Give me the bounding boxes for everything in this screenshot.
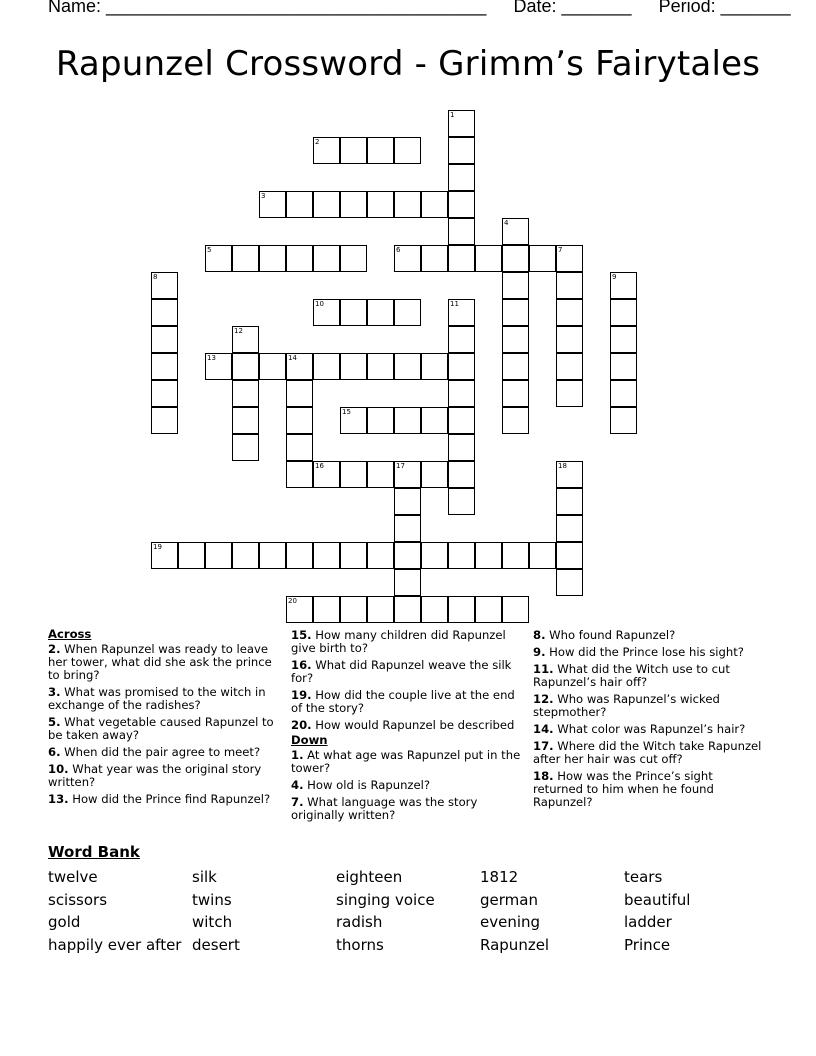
grid-cell[interactable]: [232, 542, 259, 569]
cell-number: 20: [288, 597, 297, 605]
down-heading: Down: [291, 733, 328, 747]
grid-cell[interactable]: [394, 488, 421, 515]
grid-cell[interactable]: [502, 380, 529, 407]
grid-cell[interactable]: [367, 137, 394, 164]
grid-cell[interactable]: [448, 461, 475, 488]
grid-cell[interactable]: [367, 407, 394, 434]
grid-cell[interactable]: [394, 542, 421, 569]
grid-cell[interactable]: [367, 596, 394, 623]
word-bank-item: scissors: [48, 890, 108, 909]
grid-cell[interactable]: [502, 326, 529, 353]
grid-cell[interactable]: [529, 245, 556, 272]
clue-down-7: 7. What language was the story originally written?: [291, 795, 478, 822]
grid-cell[interactable]: [394, 407, 421, 434]
clue-across-15: 15. How many children did Rapunzel give birth to?: [291, 628, 506, 655]
grid-cell[interactable]: [151, 272, 178, 299]
cell-number: 3: [261, 192, 266, 200]
grid-cell[interactable]: [556, 569, 583, 596]
grid-cell[interactable]: [421, 542, 448, 569]
grid-cell[interactable]: [367, 299, 394, 326]
grid-cell[interactable]: [340, 137, 367, 164]
cell-number: 2: [315, 138, 320, 146]
grid-cell[interactable]: [502, 218, 529, 245]
grid-cell[interactable]: [448, 191, 475, 218]
grid-cell[interactable]: [448, 218, 475, 245]
word-bank-item: beautiful: [624, 890, 691, 909]
grid-cell[interactable]: [610, 353, 637, 380]
grid-cell[interactable]: [556, 299, 583, 326]
grid-cell[interactable]: [556, 515, 583, 542]
grid-cell[interactable]: [556, 488, 583, 515]
clue-across-2: 2. When Rapunzel was ready to leave her tower, what did she ask the prince to bring?: [48, 642, 272, 682]
cell-number: 14: [288, 354, 297, 362]
grid-cell[interactable]: [286, 353, 313, 380]
grid-cell[interactable]: [151, 380, 178, 407]
clue-down-11: 11. What did the Witch use to cut Rapunzel’s hair off?: [533, 662, 730, 689]
grid-cell[interactable]: [448, 380, 475, 407]
clue-down-17: 17. Where did the Witch take Rapunzel after her hair was cut off?: [533, 739, 762, 766]
grid-cell[interactable]: [421, 596, 448, 623]
grid-cell[interactable]: [610, 407, 637, 434]
grid-cell[interactable]: [340, 191, 367, 218]
word-bank-item: gold: [48, 913, 81, 932]
grid-cell[interactable]: [448, 434, 475, 461]
word-bank-item: singing voice: [336, 890, 435, 909]
grid-cell[interactable]: [448, 299, 475, 326]
grid-cell[interactable]: [178, 542, 205, 569]
grid-cell[interactable]: [556, 353, 583, 380]
cell-number: 8: [153, 273, 158, 281]
grid-cell[interactable]: [340, 542, 367, 569]
grid-cell[interactable]: [286, 434, 313, 461]
grid-cell[interactable]: [340, 299, 367, 326]
grid-cell[interactable]: [340, 353, 367, 380]
grid-cell[interactable]: [259, 353, 286, 380]
grid-cell[interactable]: [340, 245, 367, 272]
grid-cell[interactable]: [448, 245, 475, 272]
grid-cell[interactable]: [286, 461, 313, 488]
grid-cell[interactable]: [232, 407, 259, 434]
grid-cell[interactable]: [475, 542, 502, 569]
grid-cell[interactable]: [205, 353, 232, 380]
clue-across-6: 6. When did the pair agree to meet?: [48, 745, 261, 759]
clue-down-1: 1. At what age was Rapunzel put in the tower?: [291, 748, 521, 775]
grid-cell[interactable]: [151, 299, 178, 326]
grid-cell[interactable]: [502, 245, 529, 272]
word-bank-item: silk: [192, 868, 217, 886]
grid-cell[interactable]: [259, 191, 286, 218]
cell-number: 5: [207, 246, 212, 254]
clues-column-3: [533, 629, 763, 813]
grid-cell[interactable]: [448, 353, 475, 380]
clues-column-1: [48, 628, 278, 810]
clue-down-8: 8. Who found Rapunzel?: [533, 628, 676, 642]
clue-across-5: 5. What vegetable caused Rapunzel to be taken away?: [48, 715, 274, 742]
word-bank-item: happily ever after: [48, 936, 182, 955]
cell-number: 11: [450, 300, 459, 308]
grid-cell[interactable]: [151, 326, 178, 353]
grid-cell[interactable]: [259, 542, 286, 569]
across-heading: Across: [48, 627, 92, 641]
grid-cell[interactable]: [205, 245, 232, 272]
clue-across-13: 13. How did the Prince find Rapunzel?: [48, 792, 271, 806]
word-bank-item: radish: [336, 913, 383, 932]
clue-across-16: 16. What did Rapunzel weave the silk for?: [291, 658, 512, 685]
grid-cell[interactable]: [286, 407, 313, 434]
grid-cell[interactable]: [232, 245, 259, 272]
grid-cell[interactable]: [151, 407, 178, 434]
grid-cell[interactable]: [610, 272, 637, 299]
grid-cell[interactable]: [421, 245, 448, 272]
grid-cell[interactable]: [448, 137, 475, 164]
grid-cell[interactable]: [340, 407, 367, 434]
page-title: Rapunzel Crossword - Grimm’s Fairytales: [55, 44, 761, 84]
word-bank: [48, 866, 768, 957]
grid-cell[interactable]: [286, 542, 313, 569]
clue-across-20: 20. How would Rapunzel be described: [291, 718, 515, 732]
grid-cell[interactable]: [286, 191, 313, 218]
grid-cell[interactable]: [367, 353, 394, 380]
grid-cell[interactable]: [610, 326, 637, 353]
word-bank-item: german: [480, 890, 538, 909]
grid-cell[interactable]: [421, 407, 448, 434]
word-bank-item: witch: [192, 913, 233, 932]
grid-cell[interactable]: [502, 299, 529, 326]
grid-cell[interactable]: [313, 353, 340, 380]
grid-cell[interactable]: [556, 326, 583, 353]
grid-cell[interactable]: [313, 542, 340, 569]
grid-cell[interactable]: [421, 461, 448, 488]
clue-across-19: 19. How did the couple live at the end of the story?: [291, 688, 515, 715]
grid-cell[interactable]: [448, 407, 475, 434]
word-bank-item: thorns: [336, 936, 384, 955]
clue-across-10: 10. What year was the original story written?: [48, 762, 262, 789]
grid-cell[interactable]: [394, 137, 421, 164]
grid-cell[interactable]: [556, 380, 583, 407]
grid-cell[interactable]: [502, 407, 529, 434]
grid-cell[interactable]: [313, 299, 340, 326]
grid-cell[interactable]: [367, 461, 394, 488]
grid-cell[interactable]: [151, 353, 178, 380]
cell-number: 17: [396, 462, 405, 470]
grid-cell[interactable]: [394, 299, 421, 326]
name-line: Name: ______________________________________: [48, 0, 487, 16]
word-bank-title: Word Bank: [48, 843, 140, 861]
grid-cell[interactable]: [394, 191, 421, 218]
period-line: Period: _______: [658, 0, 791, 16]
grid-cell[interactable]: [394, 461, 421, 488]
grid-cell[interactable]: [286, 245, 313, 272]
grid-cell[interactable]: [232, 326, 259, 353]
grid-cell[interactable]: [529, 542, 556, 569]
grid-cell[interactable]: [448, 596, 475, 623]
grid-cell[interactable]: [367, 542, 394, 569]
grid-cell[interactable]: [367, 191, 394, 218]
grid-cell[interactable]: [232, 353, 259, 380]
grid-cell[interactable]: [313, 245, 340, 272]
cell-number: 1: [450, 111, 455, 119]
clue-down-14: 14. What color was Rapunzel’s hair?: [533, 722, 746, 736]
grid-cell[interactable]: [313, 461, 340, 488]
grid-cell[interactable]: [502, 542, 529, 569]
grid-cell[interactable]: [340, 461, 367, 488]
word-bank-item: Prince: [624, 936, 671, 955]
word-bank-item: twins: [192, 890, 232, 909]
cell-number: 7: [558, 246, 563, 254]
grid-cell[interactable]: [556, 245, 583, 272]
cell-number: 10: [315, 300, 324, 308]
grid-cell[interactable]: [340, 596, 367, 623]
word-bank-item: evening: [480, 913, 541, 932]
grid-cell[interactable]: [205, 542, 232, 569]
word-bank-item: twelve: [48, 868, 98, 886]
grid-cell[interactable]: [313, 596, 340, 623]
grid-cell[interactable]: [448, 110, 475, 137]
grid-cell[interactable]: [502, 596, 529, 623]
clue-across-3: 3. What was promised to the witch in exchange of the radishes?: [48, 685, 266, 712]
clue-down-4: 4. How old is Rapunzel?: [291, 778, 431, 792]
grid-cell[interactable]: [475, 596, 502, 623]
grid-cell[interactable]: [394, 569, 421, 596]
grid-cell[interactable]: [502, 272, 529, 299]
cell-number: 16: [315, 462, 324, 470]
cell-number: 9: [612, 273, 617, 281]
clue-down-9: 9. How did the Prince lose his sight?: [533, 645, 744, 659]
cell-number: 19: [153, 543, 162, 551]
grid-cell[interactable]: [286, 596, 313, 623]
cell-number: 13: [207, 354, 216, 362]
grid-cell[interactable]: [610, 299, 637, 326]
grid-cell[interactable]: [556, 461, 583, 488]
clue-down-18: 18. How was the Prince’s sight returned to him when he found Rapunzel?: [533, 769, 714, 809]
grid-cell[interactable]: [448, 326, 475, 353]
grid-cell[interactable]: [394, 596, 421, 623]
clue-down-12: 12. Who was Rapunzel’s wicked stepmother?: [533, 692, 720, 719]
cell-number: 4: [504, 219, 509, 227]
word-bank-item: tears: [624, 868, 663, 886]
grid-cell[interactable]: [502, 353, 529, 380]
word-bank-item: ladder: [624, 913, 672, 932]
grid-cell[interactable]: [448, 164, 475, 191]
grid-cell[interactable]: [421, 191, 448, 218]
grid-cell[interactable]: [475, 245, 502, 272]
grid-cell[interactable]: [448, 488, 475, 515]
grid-cell[interactable]: [313, 137, 340, 164]
cell-number: 12: [234, 327, 243, 335]
cell-number: 18: [558, 462, 567, 470]
clues-column-2: [291, 629, 521, 826]
date-line: Date: _______: [513, 0, 632, 16]
cell-number: 6: [396, 246, 401, 254]
grid-cell[interactable]: [394, 353, 421, 380]
grid-cell[interactable]: [259, 245, 286, 272]
grid-cell[interactable]: [556, 272, 583, 299]
grid-cell[interactable]: [151, 542, 178, 569]
grid-cell[interactable]: [394, 245, 421, 272]
cell-number: 15: [342, 408, 351, 416]
grid-cell[interactable]: [232, 434, 259, 461]
grid-cell[interactable]: [394, 515, 421, 542]
word-bank-item: desert: [192, 936, 240, 955]
grid-cell[interactable]: [313, 191, 340, 218]
grid-cell[interactable]: [286, 380, 313, 407]
grid-cell[interactable]: [232, 380, 259, 407]
grid-cell[interactable]: [448, 542, 475, 569]
word-bank-item: Rapunzel: [480, 936, 550, 955]
word-bank-item: eighteen: [336, 868, 403, 886]
grid-cell[interactable]: [610, 380, 637, 407]
word-bank-item: 1812: [480, 868, 519, 886]
grid-cell[interactable]: [556, 542, 583, 569]
grid-cell[interactable]: [421, 353, 448, 380]
